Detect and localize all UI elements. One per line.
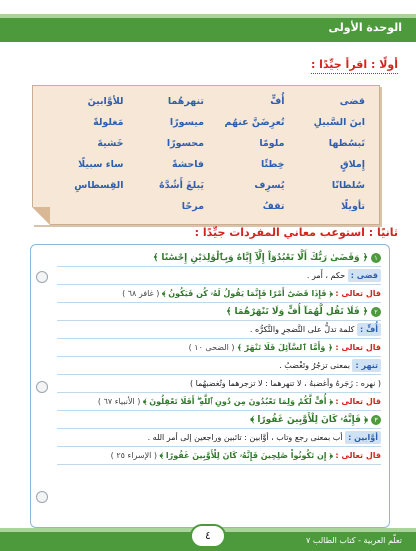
quote-reference: ( غافر ٦٨ ) (122, 289, 160, 298)
quote-verse: ﴿ وَأَمَّا ٱلسَّآئِلَ فَلَا تَنْهَرْ ﴾ (237, 343, 333, 352)
vocabulary-word: تنهرهُما (167, 96, 204, 107)
binder-hole (36, 271, 48, 283)
vocabulary-word: خَشيةَ (97, 138, 124, 149)
vocabulary-word: ملومًا (259, 138, 285, 149)
vocabulary-word: القِسطاسِ (74, 180, 124, 191)
vocabulary-word: ابنَ السَّبيلِ (313, 117, 365, 128)
unit-title: الوحدة الأولى (328, 21, 402, 34)
vocabulary-word: مَغلولةً (93, 117, 124, 128)
verse-number-badge: ١ (371, 253, 381, 263)
verse-number-badge: ٢ (371, 307, 381, 317)
vocabulary-word: إِملاقٍ (340, 159, 365, 170)
meaning-line (57, 339, 381, 357)
quote-verse: ﴿ فَإِذَا قَضَىٰٓ أَمْرًا فَإِنَّمَا يَقُولُ لَهُۥ كُن فَيَكُونُ ﴾ (161, 289, 333, 298)
book-title: تعلّم العربية - كتاب الطالب ٧ (306, 536, 402, 545)
meanings-notebook-box (30, 244, 390, 528)
vocabulary-word: تأويلًا (341, 201, 365, 212)
section1-heading-text: أولًا : اقرأ جيِّدًا : (310, 58, 398, 71)
binder-holes (36, 245, 52, 527)
verse-number-badge: ٣ (371, 415, 381, 425)
vocabulary-word: مرحًا (181, 201, 204, 212)
meaning-line (57, 429, 381, 447)
quote-intro: قال تعالى : (335, 397, 381, 406)
vocabulary-note-box (32, 85, 380, 225)
vocabulary-word: تَبسُطها (328, 138, 365, 149)
vocabulary-word: للأوَّابينَ (87, 96, 124, 107)
vocab-definition: حكم ، أَمر . (306, 271, 346, 280)
vocabulary-grid (43, 94, 365, 214)
meaning-line (57, 447, 381, 465)
vocabulary-word: تقفُ (262, 201, 285, 212)
meaning-line (57, 285, 381, 303)
meaning-line (57, 411, 381, 429)
section2-heading-text: ثانيًا : استوعب معاني المفردات جيِّدًا : (194, 226, 398, 239)
meanings-lines (57, 249, 381, 465)
quote-reference: ( الضحى ١٠ ) (188, 343, 235, 352)
quote-reference: ( الإسراء ٢٥ ) (110, 451, 158, 460)
vocab-definition: كلمة تدلُّ على التَّضجرِ والتَّكرُّه . (249, 325, 355, 334)
vocabulary-word: خِطئًا (260, 159, 285, 170)
vocabulary-word: يَبلغَ أَشُدَّهُ (159, 180, 204, 191)
vocabulary-word (43, 199, 124, 214)
verse-text: ﴿ فَإِنَّهُۥ كَانَ لِلْأَوَّٰبِينَ غَفُورًا ﴾ (250, 415, 368, 425)
meaning-line (57, 393, 381, 411)
quote-verse: ﴿ إِن تَكُونُواْ صَٰلِحِينَ فَإِنَّهُۥ كَانَ لِلْأَوَّٰبِينَ غَفُورًا ﴾ (159, 451, 333, 460)
quote-verse: ﴿ أُفٍّ لَّكُمْ وَلِمَا تَعْبُدُونَ مِن دُونِ ٱللَّهِ ۖ أَفَلَا تَعْقِلُونَ ﴾ (142, 397, 333, 406)
meaning-line (57, 303, 381, 321)
vocabulary-word: فاحشةً (171, 159, 204, 170)
vocabulary-word: ميسورًا (169, 117, 204, 128)
verse-text: ﴿ وَقَضَىٰ رَبُّكَ أَلَّا تَعْبُدُوٓاْ إِلَّآ إِيَّاهُ وَبِٱلْوَٰلِدَيْنِ إِحْسَٰنًا ﴾ (153, 253, 368, 263)
vocabulary-word: تُعرِضَنَّ عنهُم (224, 117, 285, 128)
binder-hole (36, 491, 48, 503)
top-banner (0, 0, 416, 42)
page-curl-corner (32, 207, 50, 225)
page-number: ٤ (190, 524, 226, 548)
vocab-term: أوَّابين : (345, 431, 381, 444)
vocab-definition: أب بمعنى رجع وتاب ، أوَّابين : تائبين وراجعين إلى أمر الله . (147, 433, 343, 442)
meaning-line (57, 375, 381, 393)
vocabulary-word: يُسرِف (254, 180, 285, 191)
verse-text: ﴿ فَلَا تَقُل لَّهُمَآ أُفٍّ وَلَا تَنْهَرْهُمَا ﴾ (226, 307, 368, 317)
vocabulary-word: سُلطانًا (331, 180, 365, 191)
vocabulary-word: محسورًا (166, 138, 204, 149)
binder-hole (36, 381, 48, 393)
quote-reference: ( الأنبياء ٦٧ ) (97, 397, 141, 406)
vocabulary-word: ساء سبيلًا (78, 159, 124, 170)
explanation-text: ( نهره : زَجَرهُ وأغضبهُ ، لا تنهرهما : لا تزجرهما وتُغضبهُما ) (189, 379, 381, 388)
quote-intro: قال تعالى : (335, 343, 381, 352)
quote-intro: قال تعالى : (335, 451, 381, 460)
vocab-term: تنهر : (352, 359, 381, 372)
meaning-line (57, 357, 381, 375)
meaning-line (57, 267, 381, 285)
section2-heading (195, 226, 398, 239)
vocabulary-word: قضى (339, 96, 365, 107)
vocab-term: قضى : (348, 269, 381, 282)
vocabulary-word: أُفٍّ (270, 96, 285, 107)
meaning-line (57, 249, 381, 267)
quote-intro: قال تعالى : (335, 289, 381, 298)
vocab-term: أُفٍّ : (357, 323, 381, 336)
footer-banner (0, 522, 416, 551)
vocab-definition: بمعنى تزجُرُ وتَغْضبُ . (279, 361, 350, 370)
section1-heading (311, 58, 398, 71)
section1-heading-underline (311, 73, 398, 74)
meaning-line (57, 321, 381, 339)
